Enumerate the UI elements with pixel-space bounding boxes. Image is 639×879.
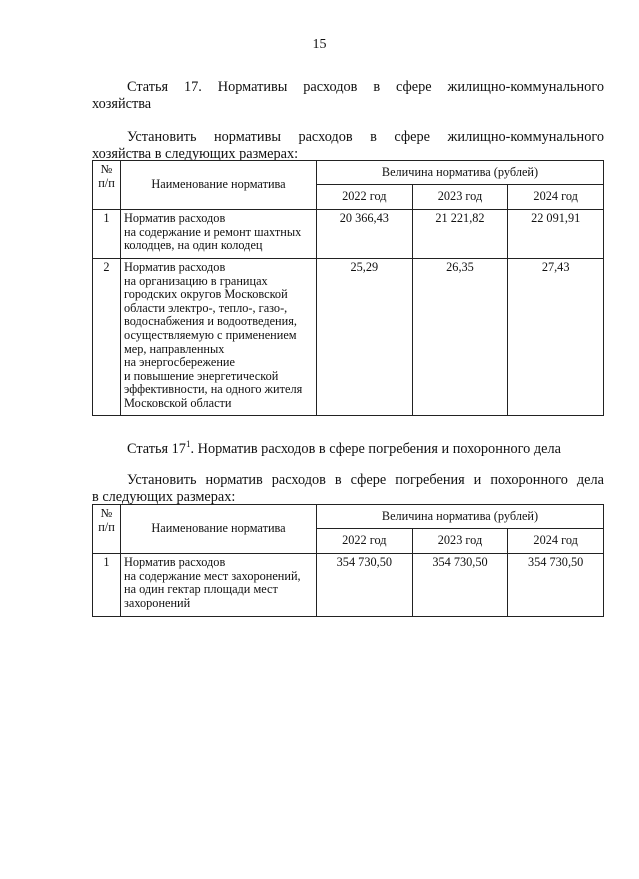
article-17-1-paragraph [92, 472, 604, 506]
value-2024: 354 730,50 [508, 554, 604, 617]
article-17-1-heading-suffix: . Норматив расходов в сфере погребения и похоронного дела [190, 441, 561, 457]
housing-norms-table [92, 160, 604, 416]
column-header-year-2022: 2022 год [317, 185, 413, 210]
column-header-values: Величина норматива (рублей) [317, 505, 604, 529]
page-number: 15 [312, 37, 327, 52]
norm-name: Норматив расходов на содержание и ремонт шахтных колодцев, на один колодец [121, 210, 317, 259]
column-header-year-2022: 2022 год [317, 529, 413, 554]
column-header-year-2023: 2023 год [412, 185, 508, 210]
value-2022: 25,29 [317, 259, 413, 416]
column-header-values: Величина норматива (рублей) [317, 161, 604, 185]
value-2023: 21 221,82 [412, 210, 508, 259]
article-17-paragraph-line-2: хозяйства в следующих размерах: [92, 146, 299, 162]
article-17-1-heading-prefix: Статья 17 [127, 441, 186, 457]
value-2024: 22 091,91 [508, 210, 604, 259]
row-number: 1 [93, 210, 121, 259]
burial-norms-table [92, 504, 604, 617]
column-header-year-2024: 2024 год [508, 185, 604, 210]
article-17-heading-line-2: хозяйства [92, 96, 152, 112]
value-2022: 354 730,50 [317, 554, 413, 617]
table-row [93, 210, 604, 259]
article-17-1-heading [92, 436, 604, 458]
value-2024: 27,43 [508, 259, 604, 416]
value-2022: 20 366,43 [317, 210, 413, 259]
article-17-1-heading-superscript: 1 [185, 439, 191, 449]
article-17-1-paragraph-line-2: в следующих размерах: [92, 489, 236, 505]
column-header-number: № п/п [93, 505, 121, 554]
norm-name: Норматив расходов на организацию в границах городских округов Московской области электро-, тепло-, газо-, водоснабжения и водоотведения, осуществляемую с применением мер, направленных на энергосбережение и повышение энергетической эффективности, на одного жителя Московской области [121, 259, 317, 416]
value-2023: 26,35 [412, 259, 508, 416]
article-17-paragraph [92, 129, 604, 163]
norm-name: Норматив расходов на содержание мест захоронений, на один гектар площади мест захоронений [121, 554, 317, 617]
column-header-year-2023: 2023 год [412, 529, 508, 554]
article-17-1-paragraph-line-1: Установить норматив расходов в сфере погребения и похоронного дела [127, 472, 604, 488]
column-header-name: Наименование норматива [121, 161, 317, 210]
article-17-heading [92, 79, 604, 113]
row-number: 2 [93, 259, 121, 416]
article-17-heading-line-1: Статья 17. Нормативы расходов в сфере жилищно-коммунального [127, 79, 604, 95]
row-number: 1 [93, 554, 121, 617]
value-2023: 354 730,50 [412, 554, 508, 617]
table-row [93, 554, 604, 617]
column-header-name: Наименование норматива [121, 505, 317, 554]
table-row [93, 259, 604, 416]
column-header-number: № п/п [93, 161, 121, 210]
article-17-paragraph-line-1: Установить нормативы расходов в сфере жилищно-коммунального [127, 129, 604, 145]
column-header-year-2024: 2024 год [508, 529, 604, 554]
